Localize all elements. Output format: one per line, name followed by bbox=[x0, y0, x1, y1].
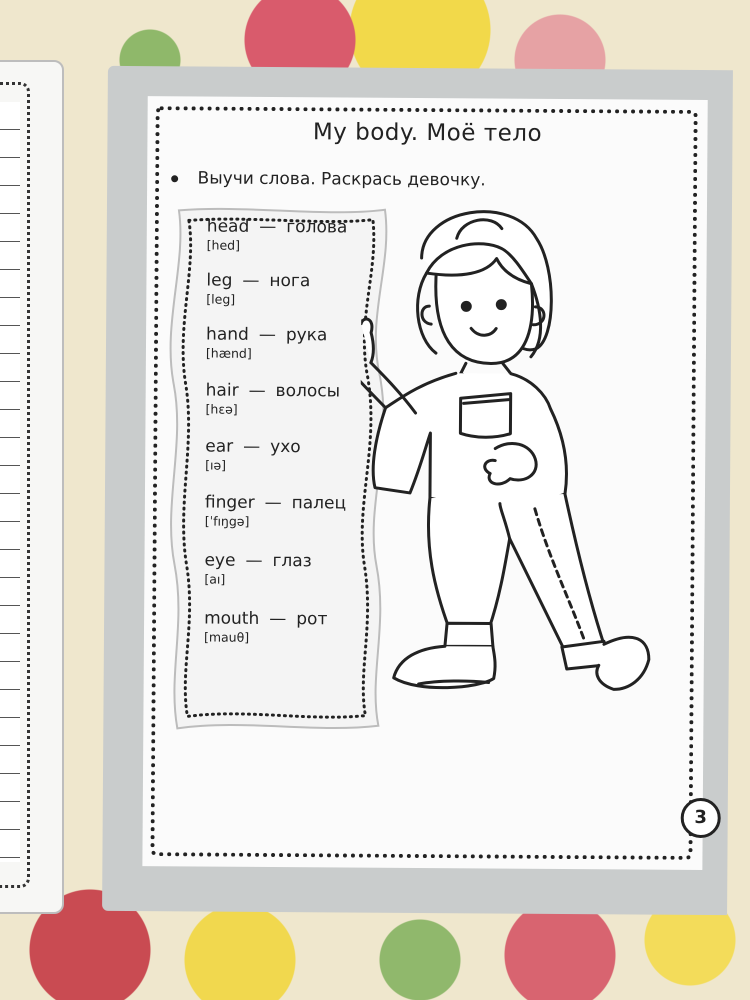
word-dash: — bbox=[264, 492, 282, 514]
word-leg bbox=[206, 271, 310, 308]
vocabulary-scroll bbox=[163, 204, 387, 726]
word-ear bbox=[205, 437, 301, 474]
word-dash: — bbox=[269, 608, 287, 630]
word-ru: нога bbox=[269, 270, 311, 292]
word-eye bbox=[204, 551, 311, 588]
page-number: 3 bbox=[681, 798, 721, 838]
word-transcription: [ıə] bbox=[205, 457, 227, 473]
bullet-icon bbox=[171, 175, 178, 182]
word-transcription: [aı] bbox=[204, 571, 226, 587]
word-finger bbox=[205, 493, 346, 530]
left-page-dotted-frame bbox=[0, 82, 30, 888]
instruction-text: Выучи слова. Раскрась девочку. bbox=[197, 168, 486, 191]
word-ru: палец bbox=[291, 493, 347, 514]
word-transcription: [hɛə] bbox=[205, 401, 238, 417]
word-en: head bbox=[206, 216, 250, 237]
word-head bbox=[207, 217, 348, 254]
page-title: My body. Моё тело bbox=[312, 119, 543, 147]
word-en: hair bbox=[205, 380, 239, 401]
worksheet bbox=[142, 96, 707, 870]
left-page bbox=[0, 60, 64, 914]
workbook-page bbox=[102, 66, 733, 915]
word-en: hand bbox=[206, 324, 249, 345]
word-ru: рука bbox=[285, 325, 328, 346]
word-mouth bbox=[204, 609, 328, 646]
word-transcription: [mauθ] bbox=[203, 629, 250, 645]
word-en: eye bbox=[204, 550, 236, 571]
word-ru: голова bbox=[286, 217, 348, 238]
word-ru: волосы bbox=[275, 381, 341, 402]
word-ru: глаз bbox=[272, 550, 312, 572]
word-dash: — bbox=[248, 380, 266, 401]
word-transcription: [ˈfıŋgə] bbox=[204, 513, 250, 529]
word-dash: — bbox=[242, 270, 260, 291]
word-hand bbox=[206, 325, 328, 362]
girl-coloring-illustration bbox=[359, 198, 682, 700]
instruction bbox=[171, 168, 486, 190]
word-en: finger bbox=[204, 492, 255, 513]
word-en: leg bbox=[206, 270, 233, 291]
word-en: ear bbox=[205, 436, 234, 457]
word-ru: ухо bbox=[270, 436, 301, 458]
word-dash: — bbox=[258, 324, 276, 346]
word-transcription: [hed] bbox=[206, 237, 241, 253]
word-transcription: [hænd] bbox=[205, 345, 252, 361]
word-en: mouth bbox=[204, 608, 260, 629]
word-dash: — bbox=[245, 550, 263, 571]
word-hair bbox=[206, 381, 341, 418]
word-transcription: [leg] bbox=[206, 291, 236, 307]
word-ru: рот bbox=[296, 609, 328, 630]
word-dash: — bbox=[243, 436, 261, 457]
word-dash: — bbox=[259, 216, 277, 238]
